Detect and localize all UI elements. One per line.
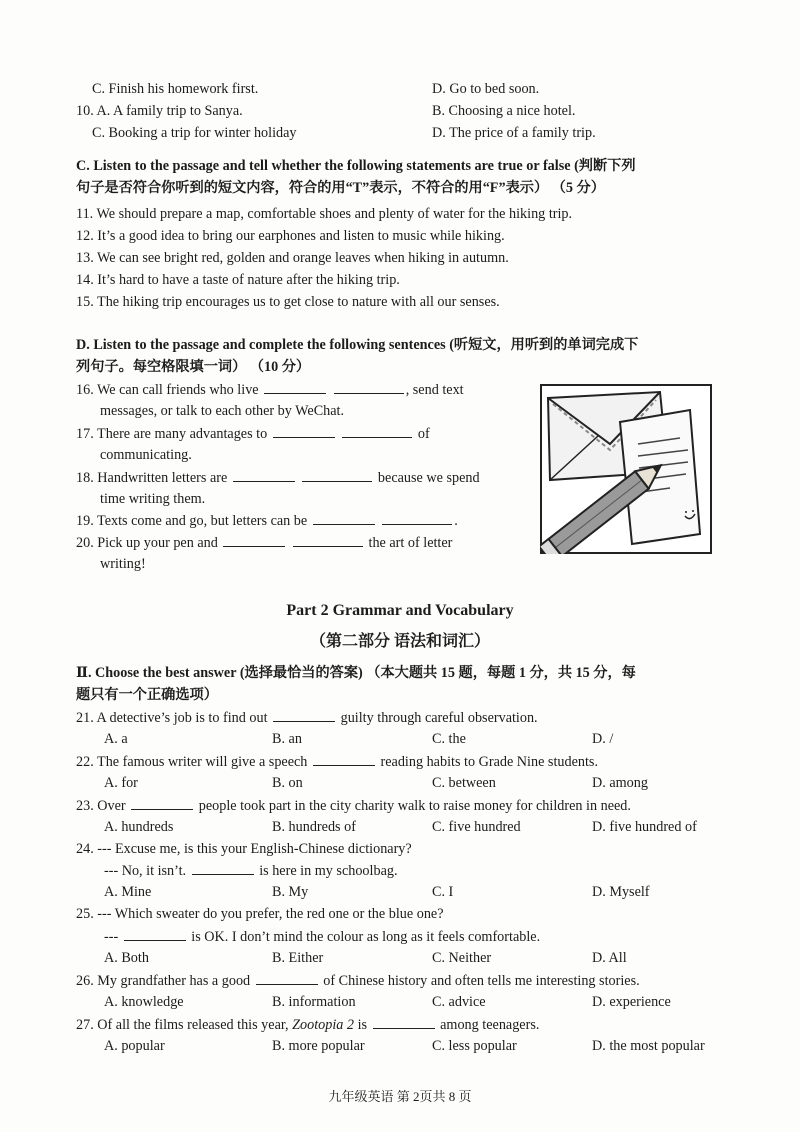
q23-option-d[interactable]: D. five hundred of	[592, 819, 697, 835]
q21-stem-b: guilty through careful observation.	[340, 710, 538, 726]
q19-blank-2[interactable]	[382, 511, 452, 525]
q10-option-c: C. Booking a trip for winter holiday	[92, 125, 297, 141]
q27-stem-a: 27. Of all the films released this year,	[76, 1017, 289, 1033]
q22-option-c[interactable]: C. between	[432, 775, 496, 791]
q25-option-d[interactable]: D. All	[592, 950, 627, 966]
section-c-header: C. Listen to the passage and tell whether the following statements are true or false (判断下列	[76, 158, 636, 174]
section-2-header-cont: 题只有一个正确选项）	[76, 687, 218, 703]
q21-option-b[interactable]: B. an	[272, 731, 302, 747]
q27-option-a[interactable]: A. popular	[104, 1038, 165, 1054]
q26-option-a[interactable]: A. knowledge	[104, 994, 184, 1010]
q19-blank-1[interactable]	[313, 511, 375, 525]
q23-option-c[interactable]: C. five hundred	[432, 819, 521, 835]
q22-blank[interactable]	[313, 752, 375, 766]
q18-line2: time writing them.	[100, 491, 206, 507]
q25-line2-a: ---	[104, 929, 119, 945]
q27-option-d[interactable]: D. the most popular	[592, 1038, 705, 1054]
q24-option-b[interactable]: B. My	[272, 884, 309, 900]
q9-option-c: C. Finish his homework first.	[92, 81, 259, 97]
q26-option-b[interactable]: B. information	[272, 994, 356, 1010]
q10-option-a: 10. A. A family trip to Sanya.	[76, 103, 243, 119]
section-c-header-cont: 句子是否符合你听到的短文内容，符合的用“T”表示，不符合的用“F”表示） （5 分）	[76, 180, 605, 196]
q21-option-a[interactable]: A. a	[104, 731, 128, 747]
q25-line2	[104, 927, 540, 946]
q10-option-d: D. The price of a family trip.	[432, 125, 596, 141]
part2-title: Part 2 Grammar and Vocabulary	[286, 602, 514, 619]
q24-line2-a: --- No, it isn’t.	[104, 863, 187, 879]
q27-film-title: Zootopia 2	[292, 1017, 355, 1033]
q23-option-b[interactable]: B. hundreds of	[272, 819, 356, 835]
q26-blank[interactable]	[256, 971, 318, 985]
q22-stem	[76, 752, 598, 771]
q20-line1	[76, 533, 452, 552]
q26-stem	[76, 971, 640, 990]
q22-stem-b: reading habits to Grade Nine students.	[380, 754, 598, 770]
q17-text-a: 17. There are many advantages to	[76, 426, 268, 442]
section-2-header: Ⅱ. Choose the best answer (选择最恰当的答案) （本大题共 15 题，每题 1 分，共 15 分，每	[76, 665, 636, 681]
q18-blank-1[interactable]	[233, 468, 295, 482]
q25-option-c[interactable]: C. Neither	[432, 950, 492, 966]
q26-option-d[interactable]: D. experience	[592, 994, 671, 1010]
statement-11: 11. We should prepare a map, comfortable shoes and plenty of water for the hiking trip.	[76, 206, 573, 222]
q25-line2-b: is OK. I don’t mind the colour as long as it feels comfortable.	[191, 929, 541, 945]
q9-option-d: D. Go to bed soon.	[432, 81, 540, 97]
envelope-letter-pencil-icon	[540, 384, 712, 554]
q16-line1	[76, 380, 464, 399]
q17-line2: communicating.	[100, 447, 192, 463]
q21-stem-a: 21. A detective’s job is to find out	[76, 710, 268, 726]
q10-option-b: B. Choosing a nice hotel.	[432, 103, 576, 119]
q20-text-a: 20. Pick up your pen and	[76, 535, 218, 551]
q16-blank-2[interactable]	[334, 380, 404, 394]
q23-stem	[76, 796, 631, 815]
q24-option-a[interactable]: A. Mine	[104, 884, 152, 900]
q24-stem: 24. --- Excuse me, is this your English-Chinese dictionary?	[76, 841, 412, 857]
q16-text-b: , send text	[405, 382, 464, 398]
statement-15: 15. The hiking trip encourages us to get close to nature with all our senses.	[76, 294, 500, 310]
q23-option-a[interactable]: A. hundreds	[104, 819, 174, 835]
q21-option-d[interactable]: D. /	[592, 731, 614, 747]
q27-stem-b: is	[357, 1017, 368, 1033]
q23-stem-a: 23. Over	[76, 798, 126, 814]
q25-option-a[interactable]: A. Both	[104, 950, 149, 966]
q20-text-b: the art of letter	[368, 535, 453, 551]
q22-option-a[interactable]: A. for	[104, 775, 138, 791]
q17-blank-1[interactable]	[273, 424, 335, 438]
q24-option-d[interactable]: D. Myself	[592, 884, 650, 900]
q18-text-a: 18. Handwritten letters are	[76, 470, 228, 486]
q27-stem-c: among teenagers.	[440, 1017, 540, 1033]
q24-option-c[interactable]: C. I	[432, 884, 454, 900]
statement-12: 12. It’s a good idea to bring our earphones and listen to music while hiking.	[76, 228, 505, 244]
q19-text-a: 19. Texts come and go, but letters can be	[76, 513, 308, 529]
q26-stem-b: of Chinese history and often tells me interesting stories.	[323, 973, 640, 989]
q21-option-c[interactable]: C. the	[432, 731, 466, 747]
q24-line2-b: is here in my schoolbag.	[259, 863, 398, 879]
q25-option-b[interactable]: B. Either	[272, 950, 324, 966]
q16-line2: messages, or talk to each other by WeChat.	[100, 403, 345, 419]
q26-option-c[interactable]: C. advice	[432, 994, 486, 1010]
q21-stem	[76, 708, 538, 727]
q20-line2: writing!	[100, 556, 146, 572]
q20-blank-1[interactable]	[223, 533, 285, 547]
q17-line1	[76, 424, 430, 443]
q27-blank[interactable]	[373, 1015, 435, 1029]
page-footer: 九年级英语 第 2页共 8 页	[328, 1089, 472, 1104]
q21-blank[interactable]	[273, 708, 335, 722]
q19-text-b: .	[454, 513, 458, 529]
q23-blank[interactable]	[131, 796, 193, 810]
q22-option-b[interactable]: B. on	[272, 775, 303, 791]
q25-blank[interactable]	[124, 927, 186, 941]
q26-stem-a: 26. My grandfather has a good	[76, 973, 251, 989]
q20-blank-2[interactable]	[293, 533, 363, 547]
q18-text-b: because we spend	[377, 470, 480, 486]
q27-stem	[76, 1015, 539, 1034]
part2-subtitle: （第二部分 语法和词汇）	[309, 633, 490, 650]
section-d-header: D. Listen to the passage and complete the following sentences (听短文，用听到的单词完成下	[76, 337, 639, 353]
q24-line2	[104, 861, 398, 880]
q27-option-b[interactable]: B. more popular	[272, 1038, 365, 1054]
q22-option-d[interactable]: D. among	[592, 775, 648, 791]
section-d-header-cont: 列句子。每空格限填一词） （10 分）	[76, 359, 311, 375]
q27-option-c[interactable]: C. less popular	[432, 1038, 517, 1054]
q24-blank[interactable]	[192, 861, 254, 875]
q25-stem: 25. --- Which sweater do you prefer, the red one or the blue one?	[76, 906, 444, 922]
q16-text-a: 16. We can call friends who live	[76, 382, 259, 398]
q18-blank-2[interactable]	[302, 468, 372, 482]
q23-stem-b: people took part in the city charity walk to raise money for children in need.	[198, 798, 631, 814]
q22-stem-a: 22. The famous writer will give a speech	[76, 754, 308, 770]
q19-line1	[76, 511, 458, 530]
q18-line1	[76, 468, 480, 487]
statement-14: 14. It’s hard to have a taste of nature after the hiking trip.	[76, 272, 400, 288]
q16-blank-1[interactable]	[264, 380, 326, 394]
statement-13: 13. We can see bright red, golden and orange leaves when hiking in autumn.	[76, 250, 509, 266]
q17-text-b: of	[417, 426, 430, 442]
q17-blank-2[interactable]	[342, 424, 412, 438]
